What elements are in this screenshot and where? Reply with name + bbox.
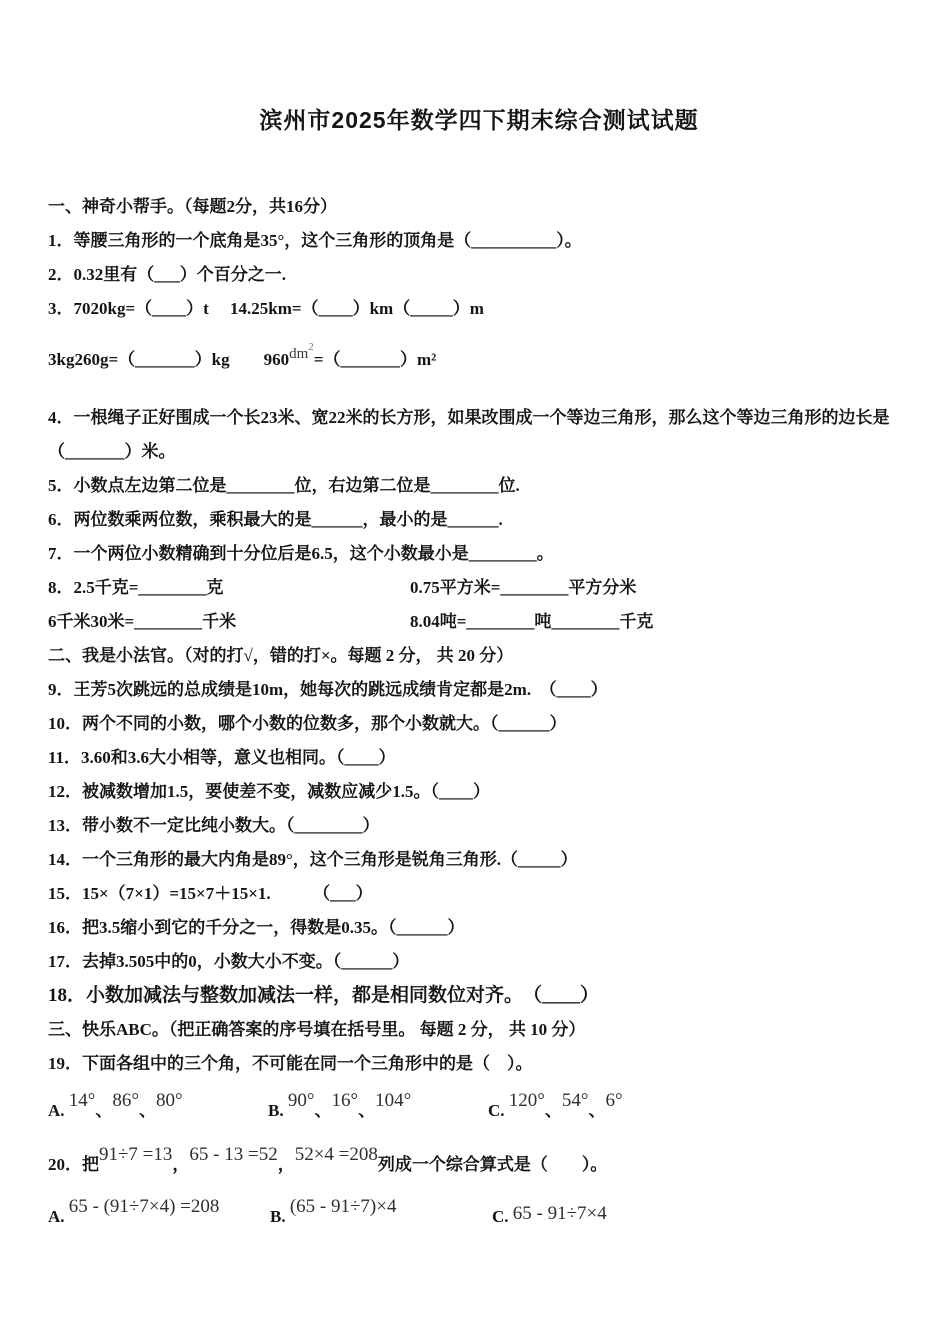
comma: ， (277, 1155, 295, 1174)
question-4-line-2: （_______）米。 (48, 442, 176, 461)
separator: 、 (358, 1101, 376, 1120)
question-17: 17．去掉3.505中的0，小数大小不变。（______） (48, 952, 410, 971)
question-19-options (48, 1081, 910, 1135)
question-20-prefix: 20．把 (48, 1155, 99, 1174)
angle-value: 104° (375, 1090, 412, 1111)
question-8b-right: 8.04吨=________吨________千克 (410, 612, 654, 631)
question-13: 13．带小数不一定比纯小数大。（________） (48, 816, 380, 835)
angle-value: 54° (561, 1090, 589, 1111)
question-20-formula-3: 52×4 =208 (294, 1144, 378, 1165)
dm-superscript-unit: dm (289, 346, 309, 362)
question-2: 2．0.32里有（___）个百分之一. (48, 265, 286, 284)
question-15: 15．15×（7×1）=15×7＋15×1. （___） (48, 884, 373, 903)
angle-value: 6° (605, 1090, 623, 1111)
angle-value: 80° (156, 1090, 183, 1111)
question-11: 11．3.60和3.6大小相等，意义也相同。（____） (48, 748, 396, 767)
question-8-line-2 (48, 605, 910, 639)
option-c-label: C. (492, 1207, 509, 1226)
question-16: 16．把3.5缩小到它的千分之一，得数是0.35。（______） (48, 918, 465, 937)
question-3-line-2 (48, 330, 910, 377)
question-6: 6．两位数乘两位数，乘积最大的是______，最小的是______. (48, 510, 503, 529)
section-3-header: 三、快乐ABC。（把正确答案的序号填在括号里。 每题 2 分， 共 10 分） (48, 1020, 586, 1039)
option-a-formula: 65 - (91÷7×4) =208 (68, 1196, 220, 1217)
question-12: 12．被减数增加1.5，要使差不变，减数应减少1.5。（____） (48, 782, 490, 801)
question-7: 7．一个两位小数精确到十分位后是6.5，这个小数最小是________。 (48, 544, 554, 563)
dm-exponent: 2 (308, 341, 314, 353)
option-a-label: A. (48, 1101, 65, 1120)
section-1-header: 一、神奇小帮手。（每题2分，共16分） (48, 197, 337, 216)
question-20-option-a (48, 1193, 270, 1241)
angle-value: 86° (112, 1090, 139, 1111)
exam-title: 滨州市2025年数学四下期末综合测试试题 (259, 107, 699, 133)
question-8-right: 0.75平方米=________平方分米 (410, 578, 637, 597)
section-2-header: 二、我是小法官。（对的打√，错的打×。每题 2 分， 共 20 分） (48, 646, 514, 665)
separator: 、 (544, 1101, 562, 1120)
option-b-label: B. (268, 1101, 284, 1120)
comma: ， (172, 1155, 190, 1174)
question-19: 19．下面各组中的三个角，不可能在同一个三角形中的是（ ）。 (48, 1054, 533, 1073)
option-c-formula: 65 - 91÷7×4 (512, 1203, 607, 1224)
question-19-option-c (488, 1090, 623, 1120)
separator: 、 (139, 1101, 156, 1120)
option-c-label: C. (488, 1101, 505, 1120)
angle-value: 120° (508, 1090, 545, 1111)
angle-value: 14° (68, 1090, 96, 1111)
question-14: 14．一个三角形的最大内角是89°，这个三角形是锐角三角形.（_____） (48, 850, 578, 869)
question-20-formula-1: 91÷7 =13 (99, 1144, 173, 1165)
angle-value: 90° (287, 1090, 315, 1111)
question-19-option-a (48, 1087, 268, 1135)
separator: 、 (314, 1101, 332, 1120)
question-9: 9．王芳5次跳远的总成绩是10m，她每次的跳远成绩肯定都是2m. （____） (48, 680, 608, 699)
question-3-suffix: =（_______）m² (313, 350, 437, 369)
question-20 (48, 1135, 910, 1187)
question-8b-left: 6千米30米=________千米 (48, 612, 237, 631)
question-20-option-c (492, 1203, 607, 1226)
question-20-option-b (270, 1193, 492, 1241)
option-b-label: B. (270, 1207, 286, 1226)
option-a-label: A. (48, 1207, 65, 1226)
question-20-options (48, 1187, 910, 1241)
option-b-formula: (65 - 91÷7)×4 (289, 1196, 397, 1217)
question-1: 1．等腰三角形的一个底角是35°，这个三角形的顶角是（__________）。 (48, 231, 582, 250)
question-20-suffix: 列成一个综合算式是（ ）。 (377, 1155, 608, 1174)
question-4-line-1: 4．一根绳子正好围成一个长23米、宽22米的长方形，如果改围成一个等边三角形，那么这个等边三角形的边长是 (48, 408, 890, 427)
question-8-left: 8．2.5千克=________克 (48, 578, 224, 597)
question-10: 10．两个不同的小数，哪个小数的位数多，那个小数就大。（______） (48, 714, 567, 733)
question-3-prefix: 3kg260g=（_______）kg 960 (48, 350, 290, 369)
question-18: 18．小数加减法与整数加减法一样，都是相同数位对齐。 （____） (48, 985, 600, 1006)
separator: 、 (95, 1101, 113, 1120)
question-5: 5．小数点左边第二位是________位，右边第二位是________位. (48, 476, 520, 495)
question-8-line-1 (48, 571, 910, 605)
question-19-option-b (268, 1087, 488, 1135)
separator: 、 (588, 1101, 606, 1120)
angle-value: 16° (331, 1090, 359, 1111)
question-20-formula-2: 65 - 13 =52 (189, 1144, 278, 1165)
question-3-line-1: 3．7020kg=（____）t 14.25km=（____）km（_____）m (48, 299, 484, 318)
